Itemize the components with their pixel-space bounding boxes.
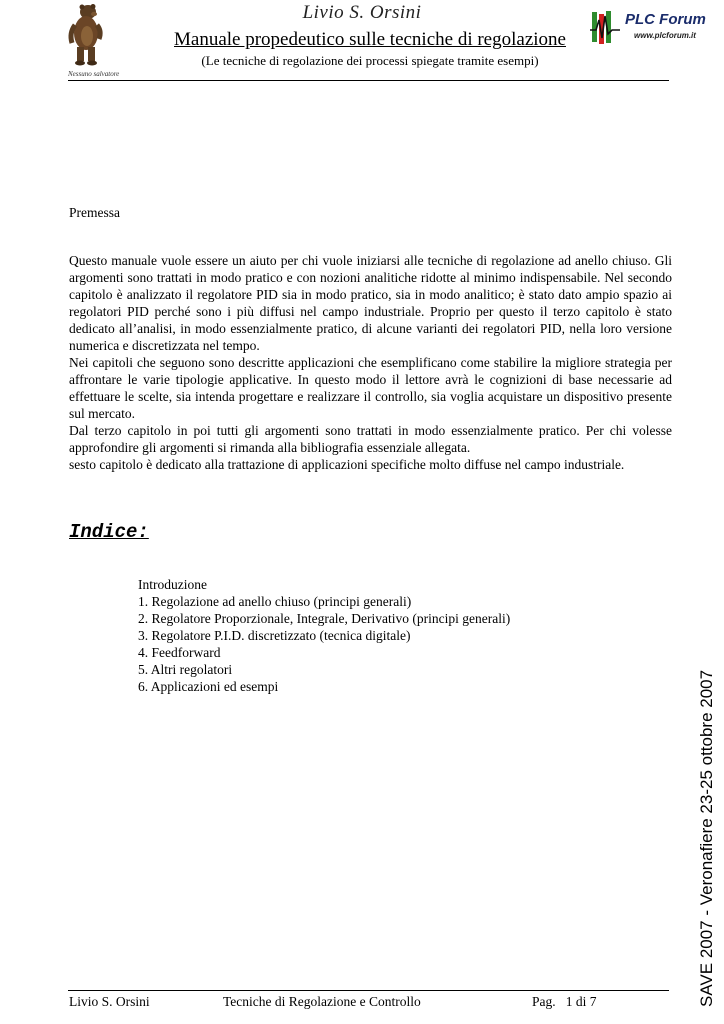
paragraph: Nei capitoli che seguono sono descritte applicazioni che esemplificano come stabilire la migliore strategia per affrontare le varie tipologie applicative. In questo modo il lettore avrà le cognizioni di base necessarie ad effettuare le scelte, sia intenda progettare e realizzare il controllo, sia voglia acquistare un dispositivo presente sul mercato. bbox=[69, 355, 672, 421]
footer-title: Tecniche di Regolazione e Controllo bbox=[223, 994, 421, 1009]
paragraph: sesto capitolo è dedicato alla trattazione di applicazioni specifiche molto diffuse nel campo industriale. bbox=[69, 457, 625, 472]
footer-author: Livio S. Orsini bbox=[69, 994, 150, 1009]
toc-item: 1. Regolazione ad anello chiuso (principi generali) bbox=[138, 594, 412, 609]
toc-item: 2. Regolatore Proporzionale, Integrale, Derivativo (principi generali) bbox=[138, 611, 511, 626]
section-heading: Premessa bbox=[69, 205, 120, 220]
table-of-contents bbox=[138, 576, 510, 695]
header-author: Livio S. Orsini bbox=[302, 2, 422, 23]
paragraph: Questo manuale vuole essere un aiuto per chi vuole iniziarsi alle tecniche di regolazione ad anello chiuso. Gli argomenti sono trattati in modo pratico e con nozioni analitiche ridotte al minimo indispensabile. Nel secondo capitolo è analizzato il regolatore PID sia in modo pratico, sia in modo analitico; è stato dato ampio spazio ai regolatori PID perché sono i più diffusi nel campo industriale. Proprio per questo il terzo capitolo è stato dedicato all’analisi, in modo essenzialmente pratico, di alcune varianti dei regolatori PID, nella loro versione numerica e discretizzata nel tempo. bbox=[69, 253, 672, 353]
footer-divider bbox=[68, 990, 669, 991]
toc-item: 5. Altri regolatori bbox=[138, 662, 233, 677]
document-subtitle: (Le tecniche di regolazione dei processi spiegate tramite esempi) bbox=[201, 53, 539, 68]
toc-item: 3. Regolatore P.I.D. discretizzato (tecnica digitale) bbox=[138, 628, 411, 643]
toc-item: 4. Feedforward bbox=[138, 645, 221, 660]
toc-item: Introduzione bbox=[138, 577, 207, 592]
bear-caption: Nessuno salvatore bbox=[68, 70, 120, 78]
plc-forum-name: PLC Forum bbox=[625, 11, 706, 28]
body-text bbox=[69, 252, 672, 473]
document-title: Manuale propedeutico sulle tecniche di regolazione bbox=[174, 29, 566, 50]
page-number: Pag. 1 di 7 bbox=[532, 994, 597, 1009]
paragraph: Dal terzo capitolo in poi tutti gli argomenti sono trattati in modo essenzialmente pratico. Per chi volesse approfondire gli argomenti si rimanda alla bibliografia essenziale allegata. bbox=[69, 423, 672, 455]
plc-forum-url: www.plcforum.it bbox=[634, 31, 696, 40]
event-stamp: SAVE 2007 - Veronafiere 23-25 ottobre 2007 bbox=[697, 669, 716, 1007]
toc-item: 6. Applicazioni ed esempi bbox=[138, 679, 279, 694]
header-divider bbox=[68, 80, 669, 81]
index-heading: Indice: bbox=[69, 521, 149, 543]
